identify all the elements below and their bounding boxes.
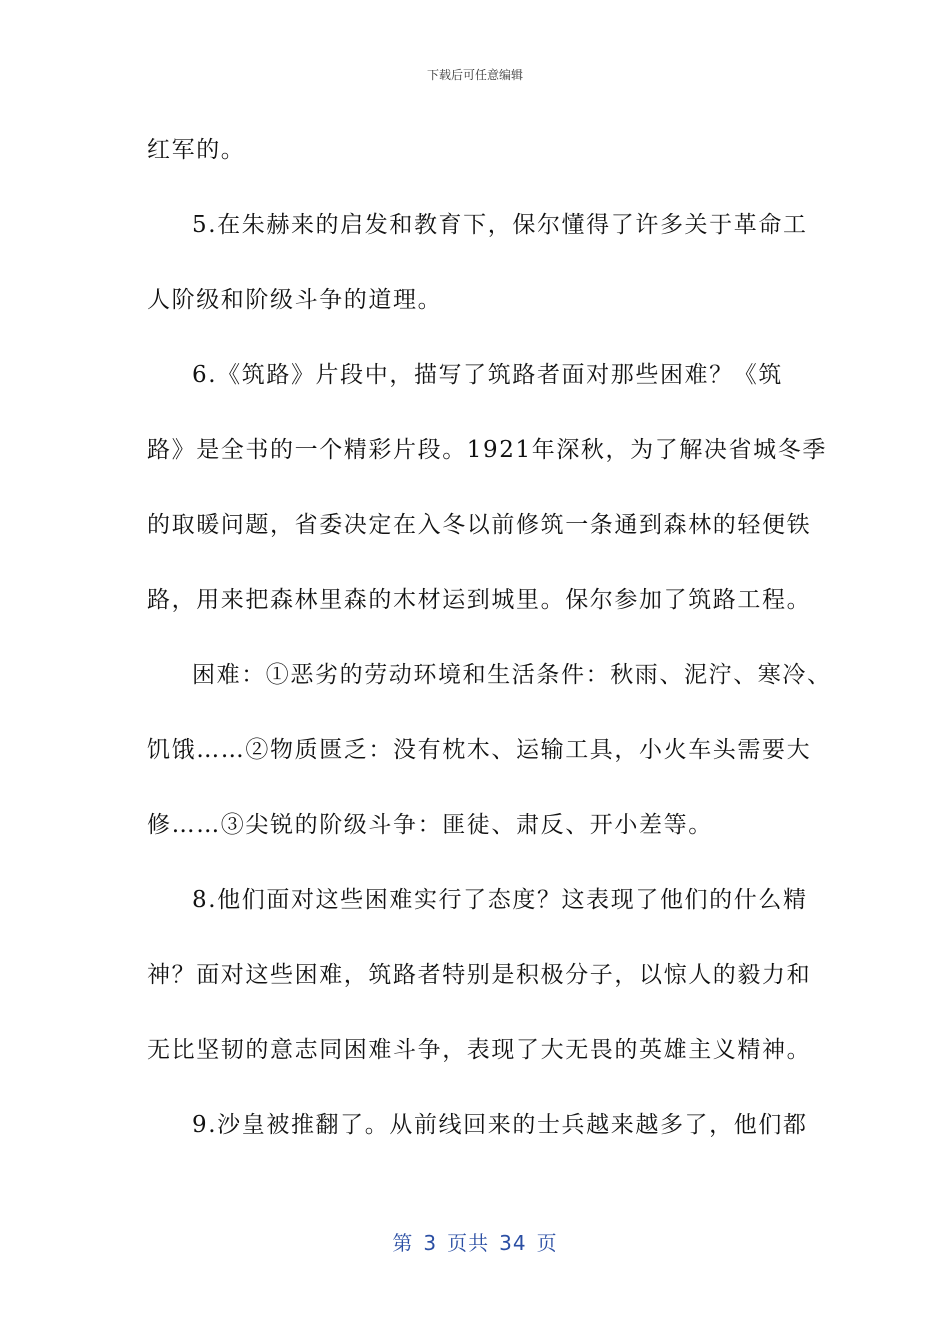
text-line: 神？面对这些困难，筑路者特别是积极分子，以惊人的毅力和 xyxy=(147,962,812,988)
text-line: 饥饿……②物质匮乏：没有枕木、运输工具，小火车头需要大 xyxy=(147,737,812,763)
text-line: 6.《筑路》片段中，描写了筑路者面对那些困难？《筑 xyxy=(192,362,783,388)
text-line: 9.沙皇被推翻了。从前线回来的士兵越来越多了，他们都 xyxy=(192,1112,808,1138)
text-line: 困难：①恶劣的劳动环境和生活条件：秋雨、泥泞、寒冷、 xyxy=(192,662,832,688)
page-header-note: 下载后可任意编辑 xyxy=(426,68,523,82)
footer-current-page: 3 xyxy=(423,1231,438,1255)
footer-middle: 页共 xyxy=(447,1231,490,1255)
text-line: 无比坚韧的意志同困难斗争，表现了大无畏的英雄主义精神。 xyxy=(147,1037,812,1063)
footer-total-pages: 34 xyxy=(499,1231,527,1255)
text-line: 修……③尖锐的阶级斗争：匪徒、肃反、开小差等。 xyxy=(147,812,713,838)
footer-prefix: 第 xyxy=(392,1231,414,1255)
text-line: 人阶级和阶级斗争的道理。 xyxy=(147,287,443,313)
footer-suffix: 页 xyxy=(536,1231,558,1255)
text-line: 的取暖问题，省委决定在入冬以前修筑一条通到森林的轻便铁 xyxy=(147,512,812,538)
text-line: 路，用来把森林里森的木材运到城里。保尔参加了筑路工程。 xyxy=(147,587,812,613)
text-line: 5.在朱赫来的启发和教育下，保尔懂得了许多关于革命工 xyxy=(192,212,808,238)
text-line: 路》是全书的一个精彩片段。1921年深秋，为了解决省城冬季 xyxy=(147,437,827,463)
text-line: 红军的。 xyxy=(147,137,246,163)
page-footer xyxy=(0,1227,950,1256)
text-line: 8.他们面对这些困难实行了态度？这表现了他们的什么精 xyxy=(192,887,808,913)
